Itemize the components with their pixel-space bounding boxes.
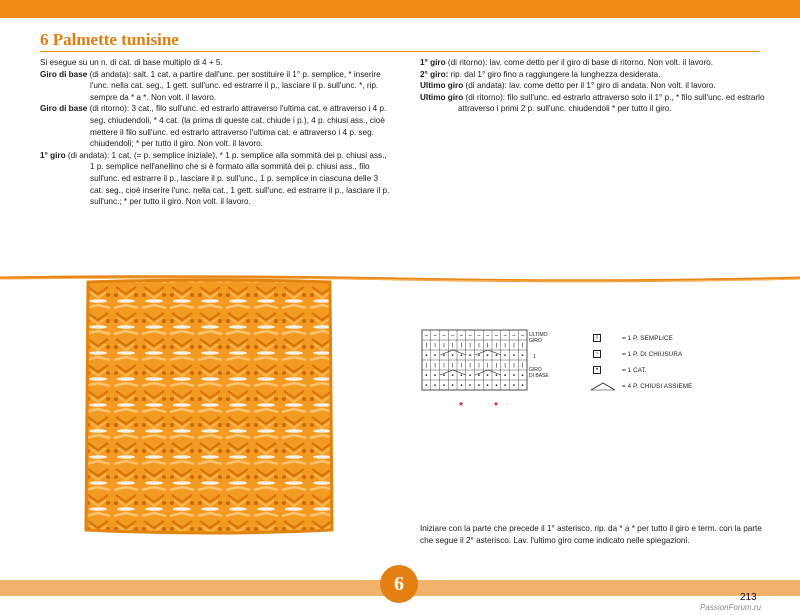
svg-text:•: • <box>486 383 489 390</box>
legend-item-four-closed: = 4 P. CHIUSI ASSIEME <box>590 378 692 394</box>
svg-text:I: I <box>443 343 445 350</box>
svg-text:•: • <box>521 353 524 360</box>
repeat-end-asterisk: * <box>494 401 498 412</box>
svg-text:I: I <box>521 363 524 370</box>
chart-legend <box>590 330 692 394</box>
svg-text:I: I <box>486 363 489 370</box>
svg-text:•: • <box>425 373 428 380</box>
svg-text:•: • <box>425 383 428 390</box>
row-label-last-2: GIRO <box>529 338 542 344</box>
svg-text:I: I <box>460 363 463 370</box>
svg-text:~: ~ <box>433 333 437 340</box>
svg-text:•: • <box>434 373 437 380</box>
svg-text:~: ~ <box>459 333 464 340</box>
svg-text:~: ~ <box>503 333 507 340</box>
repeat-start-asterisk: * <box>459 401 463 412</box>
svg-text:I: I <box>451 343 454 350</box>
svg-text:•: • <box>451 353 454 360</box>
svg-text:I: I <box>495 363 498 370</box>
svg-text:•: • <box>477 383 480 390</box>
svg-text:I: I <box>504 363 506 370</box>
svg-text:I: I <box>513 363 515 370</box>
svg-text:•: • <box>486 373 489 380</box>
svg-text:I: I <box>504 343 506 350</box>
svg-text:~: ~ <box>494 333 499 340</box>
svg-text:I: I <box>486 343 489 350</box>
svg-text:•: • <box>486 353 489 360</box>
svg-text:•: • <box>512 383 515 390</box>
svg-text:I: I <box>460 343 463 350</box>
svg-text:~: ~ <box>485 333 490 340</box>
instruction-row-1-return: 1° giro (di ritorno): lav. come detto per il giro di base di ritorno. Non volt. il lavoro. <box>420 58 713 67</box>
svg-text:I: I <box>451 363 454 370</box>
page-title: 6 Palmette tunisine <box>40 30 179 49</box>
svg-text:I: I <box>434 363 436 370</box>
svg-text:I: I <box>478 343 480 350</box>
svg-text:•: • <box>512 353 515 360</box>
svg-text:•: • <box>425 353 428 360</box>
instructions-right-column <box>420 57 765 115</box>
svg-text:•: • <box>469 373 472 380</box>
repeat-instructions-text: Iniziare con la parte che precede il 1° asterisco, rip. da * a * per tutto il giro e term. con la parte che segue il 2° asterisco. Lav. l'ultimo giro come indicato nelle spiegazioni. <box>420 524 762 545</box>
simple-stitch-icon: I <box>590 333 618 343</box>
svg-text:•: • <box>521 373 524 380</box>
row-label-base-1: GIRO <box>529 367 542 373</box>
chain-icon: • <box>590 365 618 375</box>
svg-text:•: • <box>495 383 498 390</box>
row-label-last-1: ULTIMO <box>529 332 548 338</box>
svg-text:I: I <box>425 343 428 350</box>
closing-stitch-icon: ~ <box>590 349 618 359</box>
svg-text:•: • <box>460 353 463 360</box>
instruction-last-row-forward: Ultimo giro (di andata): lav. come detto per il 1° giro di andata. Non volt. il lavoro. <box>420 81 716 91</box>
instruction-base-row-return: Giro di base (di ritorno): 3 cat., filo sull'unc. ed estrarlo attraverso l'ultima cat. e attraverso i 4 p. seg. chiudendoli, * 4 cat. (la prima di queste cat. chiude i p.), 4 p. chiusi ass., cioè mettere il filo sull'unc. ed estrarlo attraverso l'ultima cat. e attraverso i 4 p. seg. chiudendoli; * per tutto il giro. Non volt. il lavoro. <box>40 104 387 149</box>
row-label-1: 1 <box>533 354 536 360</box>
instruction-row-1-forward: 1° giro (di andata): 1 cat. (= p. semplice iniziale), * 1 p. semplice alla sommità dei p. chiusi ass., 1 p. semplice nell'anellino che si è formato alla sommità dei p. chiusi ass., filo sull'unc. ed estrarre il p., lasciare il p. sull'unc., 1 p. semplice in ciascuna delle 3 cat. seg., cioè inserire l'unc. nella cat., 1 gett. sull'unc. ed estrarre il p., lasciare il p. sull'unc.; * per tutto il giro. Non volt. il lavoro. <box>40 150 390 207</box>
legend-item-simple-stitch: I = 1 P. SEMPLICE <box>590 330 692 346</box>
svg-text:•: • <box>504 373 507 380</box>
stitch-chart-diagram <box>420 328 570 413</box>
svg-text:I: I <box>513 343 515 350</box>
svg-text:•: • <box>469 353 472 360</box>
svg-text:~: ~ <box>442 333 446 340</box>
legend-item-closing-stitch: ~ = 1 P. DI CHIUSURA <box>590 346 692 362</box>
svg-text:•: • <box>504 383 507 390</box>
svg-text:~: ~ <box>520 333 525 340</box>
pattern-number-badge: 6 <box>380 565 418 603</box>
svg-text:•: • <box>495 373 498 380</box>
svg-text:I: I <box>478 363 480 370</box>
svg-text:•: • <box>469 383 472 390</box>
svg-text:•: • <box>477 353 480 360</box>
instruction-last-row-return: Ultimo giro (di ritorno): filo sull'unc. ed estrarlo attraverso solo il 1° p., * filo sull'unc. ed estrarlo attraverso i primi 2 p. sull'unc. chiudendoli * per tutto il giro. <box>420 92 765 114</box>
title-divider <box>40 51 760 52</box>
svg-text:~: ~ <box>477 333 481 340</box>
svg-text:•: • <box>495 353 498 360</box>
watermark: PassionForum.ru <box>700 603 761 612</box>
svg-text:I: I <box>469 343 471 350</box>
svg-text:I: I <box>495 343 498 350</box>
svg-text:~: ~ <box>450 333 455 340</box>
svg-text:~: ~ <box>424 333 429 340</box>
svg-text:I: I <box>434 343 436 350</box>
svg-text:~: ~ <box>512 333 516 340</box>
page-number: 213 <box>740 592 757 603</box>
svg-text:•: • <box>460 383 463 390</box>
svg-text:•: • <box>442 383 445 390</box>
svg-text:•: • <box>442 373 445 380</box>
svg-text:I: I <box>443 363 445 370</box>
instructions-left-column <box>40 57 390 208</box>
svg-text:•: • <box>477 373 480 380</box>
svg-text:•: • <box>521 383 524 390</box>
instruction-row-2: 2° giro: rip. dal 1° giro fino a raggiungere la lunghezza desiderata. <box>420 69 661 79</box>
svg-text:•: • <box>451 373 454 380</box>
svg-text:I: I <box>521 343 524 350</box>
row-label-base-2: DI BASE <box>529 373 549 379</box>
four-closed-stitches-icon <box>590 381 618 391</box>
instruction-base-row-forward: Giro di base (di andata): salt. 1 cat. a partire dall'unc. per sostituire il 1° p. semplice, * inserire l'unc. nella cat. seg., 1 gett. sull'unc. ed estrarre il p., lasciare il p. sull'unc. *, rip. sempre da * a *. Non volt. il lavoro. <box>40 69 381 102</box>
svg-text:•: • <box>451 383 454 390</box>
legend-item-chain: • = 1 CAT. <box>590 362 692 378</box>
svg-text:I: I <box>425 363 428 370</box>
svg-text:I: I <box>469 363 471 370</box>
svg-text:•: • <box>512 373 515 380</box>
crochet-swatch-photo <box>84 278 334 536</box>
svg-text:•: • <box>434 353 437 360</box>
svg-text:•: • <box>504 353 507 360</box>
svg-text:~: ~ <box>468 333 472 340</box>
svg-text:•: • <box>442 353 445 360</box>
top-accent-band <box>0 0 800 18</box>
intro-text: Si esegue su un n. di cat. di base multiplo di 4 + 5. <box>40 58 223 67</box>
svg-text:•: • <box>434 383 437 390</box>
svg-text:•: • <box>460 373 463 380</box>
